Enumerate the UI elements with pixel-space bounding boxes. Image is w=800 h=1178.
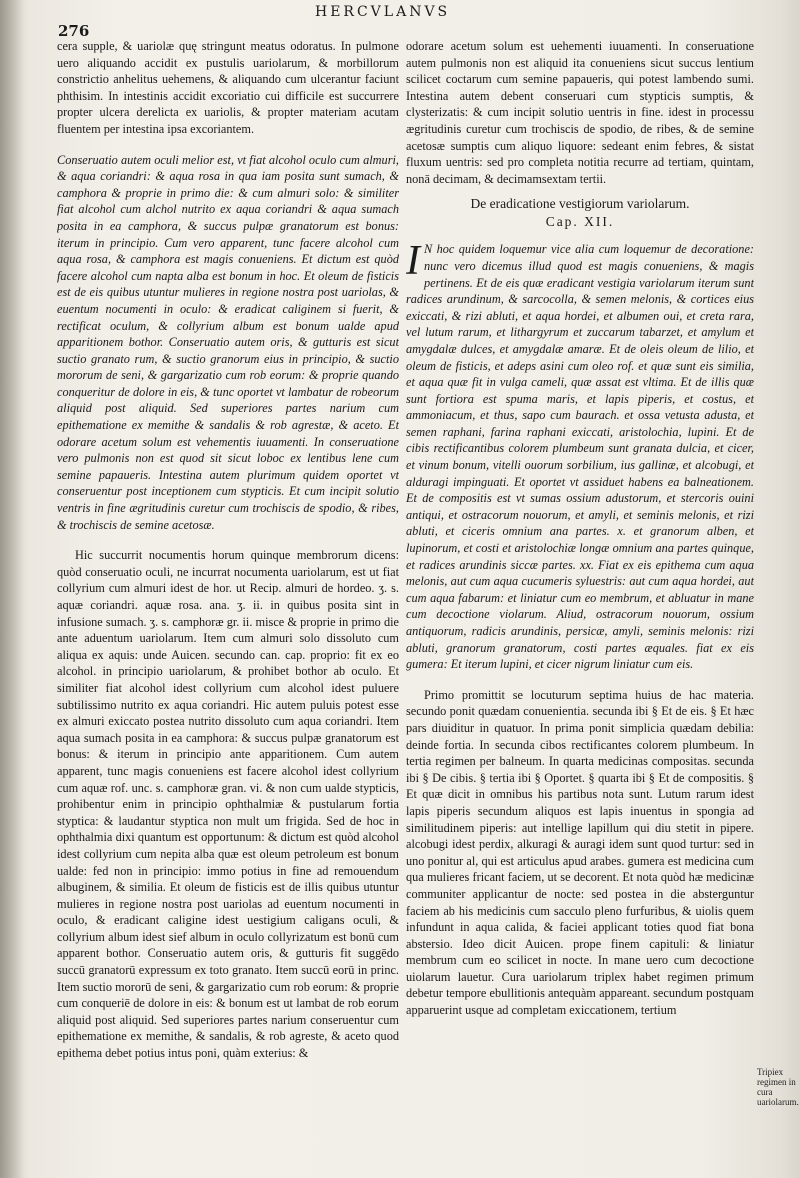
chapter-title: De eradicatione vestigiorum variolarum. [470, 196, 690, 212]
right-paragraph-2-text: N hoc quidem loquemur vice alia cum loquemur de decoratione: nunc vero dicemus illud quod est magis conueniens, & magis pertinens. Et de eis quæ eradicant vestigia variolarum iterum sunt radices arundinum, & sarcocolla, & semen melonis, & cortices eius exiccati, & rizi abluti, et aqua hordei, et albumen oui, et creta rara, vel lutum rarum, et lithargyrum et zuccarum tabarzet, et amylum et amygdalæ dulces, et amygdalæ amaræ. Et de oleis oleum de lilio, et oleum de fisticis, et adeps asini cum oleo rof. et quæ sunt eis similia, et aqua quæ fit in vulga cameli, quæ assat est vltima. Et de illis quæ sunt fortiora est spuma maris, et lapis piperis, et costus, et ammoniacum, et thus, sapo cum baurach. et ossa vetusta adusta, et semen raphani, farina raphani exiccati, aristolochia, lupini. Et de cibis rectificantibus colorem plumbeum sunt granata dulcia, et cicer, et vinum bonum, vitelli ouorum sorbilium, ius gallinæ, et alcobugi, et alduragi impinguati. Et oportet vt assiduet habens ea balneationem. Et de compositis est vt sumas ossium adustorum, et stercoris ouini antiqui, et ostracorum nouorum, et amyli, et seminis melonis, et rizi abluti, et ciceris omnium ana partes. x. et granorum alben, et lupinorum, et costi et aristolochiæ longæ omnium ana partes quinque, et radices arundinis siccæ partes. xx. Fiat ex eis epithema cum aqua melonis, aut cum aqua cucumeris syluestris: aut cum aqua hordei, aut cum aqua fabarum: et liniatur cum eo membrum, et abluatur in mane cum decoctione violarum. Aliud, ostracorum nouorum, ossium antiquorum, radicis arundinis, persicæ, amyli, seminis melonis: rizi abluti, granorum granatorum, costi partes æquales. fiat ex eis gumera: Et iterum lupini, et cicer nigrum liniatur cum eis. [406, 242, 754, 672]
right-paragraph-3: Primo promittit se locuturum septima huius de hac materia. secundo ponit quædam conuenientia. secunda ibi § Et de eis. § Et hæc pars diuiditur in quatuor. In prima ponit simplicia quædam debilia: deinde fortia. In secunda cibos rectificantes colorem plumbeum. In tertia regimen per balneum. In quarta medicinas compositas. secunda ibi § De cibis. § tertia ibi § Oportet. § quarta ibi § Et de compositis. § Et quæ dicit in omnibus his partibus nota sunt. Lutum rarum idest lapis piperis secundum aliquos est lapis inuentus in spongia ad similitudinem piperis: aut intellige lapillum qui diu stetit in pipere. alcobugi idest perdix, alkuragi & auragi idem sunt quod turtur: sed in uno ponitur al, qui est articulus apud arabes. gumera est medicina cum qua mulieres fricant faciem, ut se decorent. Et nota quòd hæ medicinæ communiter applicantur de nocte: sed postea in die absterguntur faciem ab his medicinis cum sacculo pleno furfuribus, & uiolis quem infundunt in aqua calida, & faciei applicant toties quod fiat bona abstersio. Ideo dicit Auicen. prope finem capituli: & liniatur membrum cum eo scilicet in nocte. In mane uero cum decoctione uiolarum lauetur. Cura uariolarum triplex habet regimen primum debetur tempore ebullitionis antequàm appareant. secundum postquam apparuerint usque ad completam exiccationem, tertium [406, 687, 754, 1018]
left-column [57, 38, 399, 1128]
right-paragraph-2 [406, 238, 754, 672]
drop-cap: I [406, 238, 420, 285]
chapter-heading [406, 195, 754, 231]
chapter-number: Cap. XII. [545, 214, 615, 230]
right-paragraph-1: odorare acetum solum est uehementi iuuamenti. In conseruatione autem pulmonis non est aliquid ita conueniens sicut succus lentium scilicet coctarum cum semine papaueris, qui potest lambendo sumi. Intestina autem debent conseruari cum stypticis sumptis, & clysterizatis: & cum incipit solutio uentris in fine. idest in processu ægritudinis curetur cum trochiscis de spodio, de ribes, & de semine acetosæ sumptis cum aliquo liquore: sedeant enim febres, & sistat fluxum uentris: sed pro completa notitia recurre ad tertiam, quintam, nonā decimam, & decimamsextam tertii. [406, 39, 754, 186]
right-column [406, 38, 754, 1138]
running-title: HERCVLANVS [315, 4, 451, 20]
margin-note: Tripiex regimen in cura uariolarum. [757, 1067, 799, 1107]
page-number: 276 [58, 22, 90, 40]
left-paragraph-1: cera supple, & uariolæ quę stringunt meatus odoratus. In pulmone uero aliquando accidit ex pustulis uariolarum, & morbillorum constrictio anhelitus uehemens, & aliquando cum ulcerantur faciunt phthisim. In intestinis accidit excoriatio cui difficile est succurrere propter ulcera derelicta ex uariolis, & propter materiam acutam fluentem per intestina ipsa excoriantem. [57, 39, 399, 136]
left-paragraph-3: Hic succurrit nocumentis horum quinque membrorum dicens: quòd conseruatio oculi, ne incurrat nocumenta uariolarum, est ut fiat collyrium cum almuri idest de hor. ut Recip. almuri de hordeo. ʒ. s. aquæ coriandri. aquæ rosa. ana. ʒ. ii. in quibus posita sint in infusione sumach. ʒ. s. camphoræ gr. ii. misce & proprie in primo die ante aduentum uariolarum. Item cum almuri solo dissoluto cum aliqua ex aquis: unde Auicen. secundo can. cap. proprio: fit ex eo alcohol. in principio uariolarum, & prohibet bothor ab oculo. Et similiter fiat alcohol idest collyrium cum alcohol idest puluere subtilissimo nutrito ex aqua coriandri. Hic autem puluis potest esse ex almuri exiccato postea nutrito dissoluto cum aqua coriandri. Item aqua sumach posita in ea camphora: & succus pulpæ granatorum est bonus: & iterum in principio ante apparitionem. Cum autem apparent, tunc magis conueniens est facere alcohol idest collyrium cum aquæ rof. unc. s. camphoræ gran. vi. & non cum ualde stypticis, prohibentur enim in principio ophthalmiæ & pustularum fortia styptica: & laudantur styptica non mult um frigida. Sed de hoc in ophthalmia dixi quantum est opportunum: & dictum est quòd alcohol idest collyrium cum nepita alba quæ est oleum petroleum est bonum ualde: fed non in principio: immo potius in fine ad remouendum albuginem, & similia. Et oleum de fisticis est de illis quibus utuntur mulieres in regione nostra post uariolas ad euentum nocumenti in oculo, & eradicant caligine idest uestigium caligans oculi, & collyrium album idest sief album in oculo collyrizatum est bonū cum apparent bothor. Conseruatio autem oris, & gutturis fit suggēdo succū granatorū expressum ex toto granato. Item succū eorū in princ. Item suctio mororū de seni, & gargarizatio cum rob eorum: & proprie cum conqueriē de dolore in eis: & bonum est ut lambat de rob eorum aliquid post aliquid. Sed superiores partes narium conseruentur cum epithematione ex memithe, & sandalis, & rob agreste, & aceto quod epithema debet potius intus poni, quàm exterius: & [57, 548, 399, 1061]
gutter-shadow [0, 0, 24, 1178]
left-paragraph-2: Conseruatio autem oculi melior est, vt fiat alcohol oculo cum almuri, & aqua coriandri: & aqua rosa in qua iam posita sunt sumach, & camphora & proprie in primo die: & cum almuri solo: & similiter fiat alcohol cum alchol nutrito ex aqua coriandri & aqua sumach posita in ea camphora, & succus pulpæ granatorum est bonus: iterum in principio. Cum vero apparent, tunc facere alcohol cum aqua rosa, & camphora est magis conueniens. Et dictum est quòd facere alcohol cum napta alba est bonum in hoc. Et oleum de fisticis est de eis quibus utuntur mulieres in regione nostra post uariolas, & euentum nocumenti in oculo: & eradicat caliginem si fuerit, & rectificat oculum, & collyrium album est bonum ualde apud apparitionem bothor. Conseruatio autem oris, & gutturis est sicut suctio granato rum, & suctio granorum eius in principio, & suctio mororum de seni, & gargarizatio cum rob eorum: & proprie quando conqueritur de dolore in eis, & tunc oportet vt lambatur de robeorum aliquid post aliquid. Sed superiores partes narium cum epithematione ex memithe & sandalis & rob agrestæ, & aceto. Et odorare acetum solum est vehementis iuuamenti. In conseruatione vero pulmonis non est quod sit sicut loboc ex lentibus lene cum semine papaueris. Intestina autem plurimum quidem oportet vt conseruentur post inceptionem cum stypticis. Et cum incipit solutio ventris in fine ægritudinis curetur cum trochiscis de spodio, & ribes, & trochiscis de semine acetosæ. [57, 152, 399, 532]
